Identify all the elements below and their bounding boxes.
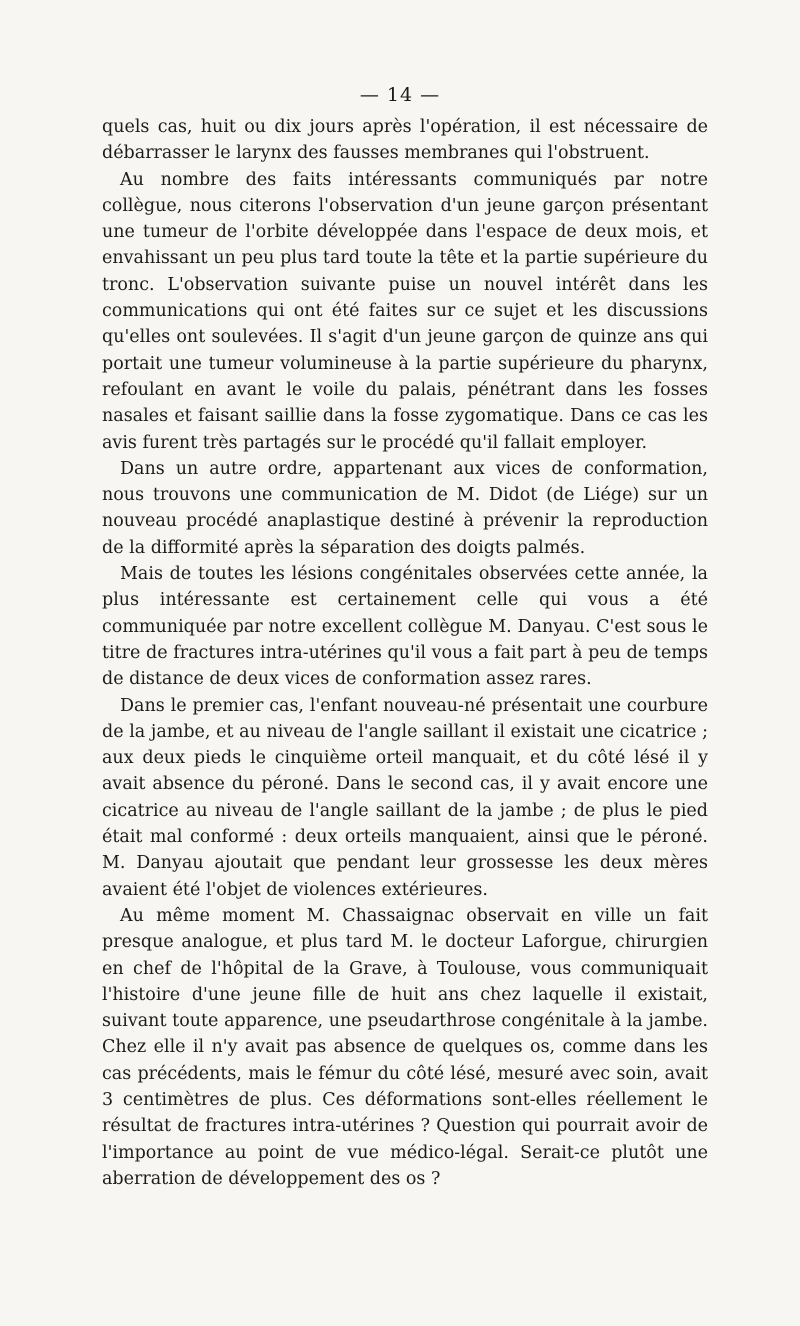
paragraph-2: Au nombre des faits intéressants communiqués par notre collègue, nous citerons l'observation d'un jeune garçon présentant une tumeur de l'orbite développée dans l'espace de deux mois, et envahissant un peu plus tard toute la tête et la partie supérieure du tronc. L'observation suivante puise un nouvel intérêt dans les communications qui ont été faites sur ce sujet et les discussions qu'elles ont soulevées. Il s'agit d'un jeune garçon de quinze ans qui portait une tumeur volumineuse à la partie supérieure du pharynx, refoulant en avant le voile du palais, pénétrant dans les fosses nasales et faisant saillie dans la fosse zygomatique. Dans ce cas les avis furent très partagés sur le procédé qu'il fallait employer. <box>102 169 708 453</box>
paragraph-1: quels cas, huit ou dix jours après l'opération, il est nécessaire de débarrasser le larynx des fausses membranes qui l'obstruent. <box>102 117 708 164</box>
paragraph-5: Dans le premier cas, l'enfant nouveau-né présentait une courbure de la jambe, et au niveau de l'angle saillant il existait une cicatrice ; aux deux pieds le cinquième orteil manquait, et du côté lésé il y avait absence du péroné. Dans le second cas, il y avait encore une cicatrice au niveau de l'angle saillant de la jambe ; de plus le pied était mal conformé : deux orteils manquaient, ainsi que le péroné. M. Danyau ajoutait que pendant leur grossesse les deux mères avaient été l'objet de violences extérieures. <box>102 695 708 900</box>
paragraph-3: Dans un autre ordre, appartenant aux vices de conformation, nous trouvons une communication de M. Didot (de Liége) sur un nouveau procédé anaplastique destiné à prévenir la reproduction de la difformité après la séparation des doigts palmés. <box>102 458 708 558</box>
paragraph-4: Mais de toutes les lésions congénitales observées cette année, la plus intéressante est certainement celle qui vous a été communiquée par notre excellent collègue M. Danyau. C'est sous le titre de fractures intra-utérines qu'il vous a fait part à peu de temps de distance de deux vices de conformation assez rares. <box>102 564 708 690</box>
body-text <box>102 114 708 1192</box>
page-number: — 14 — <box>359 84 441 106</box>
paragraph-6: Au même moment M. Chassaignac observait en ville un fait presque analogue, et plus tard M. le docteur Laforgue, chirurgien en chef de l'hôpital de la Grave, à Toulouse, vous communiquait l'histoire d'une jeune fille de huit ans chez laquelle il existait, suivant toute apparence, une pseudarthrose congénitale à la jambe. Chez elle il n'y avait pas absence de quelques os, comme dans les cas précédents, mais le fémur du côté lésé, mesuré avec soin, avait 3 centimètres de plus. Ces déformations sont-elles réellement le résultat de fractures intra-utérines ? Question qui pourrait avoir de l'importance au point de vue médico-légal. Serait-ce plutôt une aberration de développement des os ? <box>102 905 708 1189</box>
